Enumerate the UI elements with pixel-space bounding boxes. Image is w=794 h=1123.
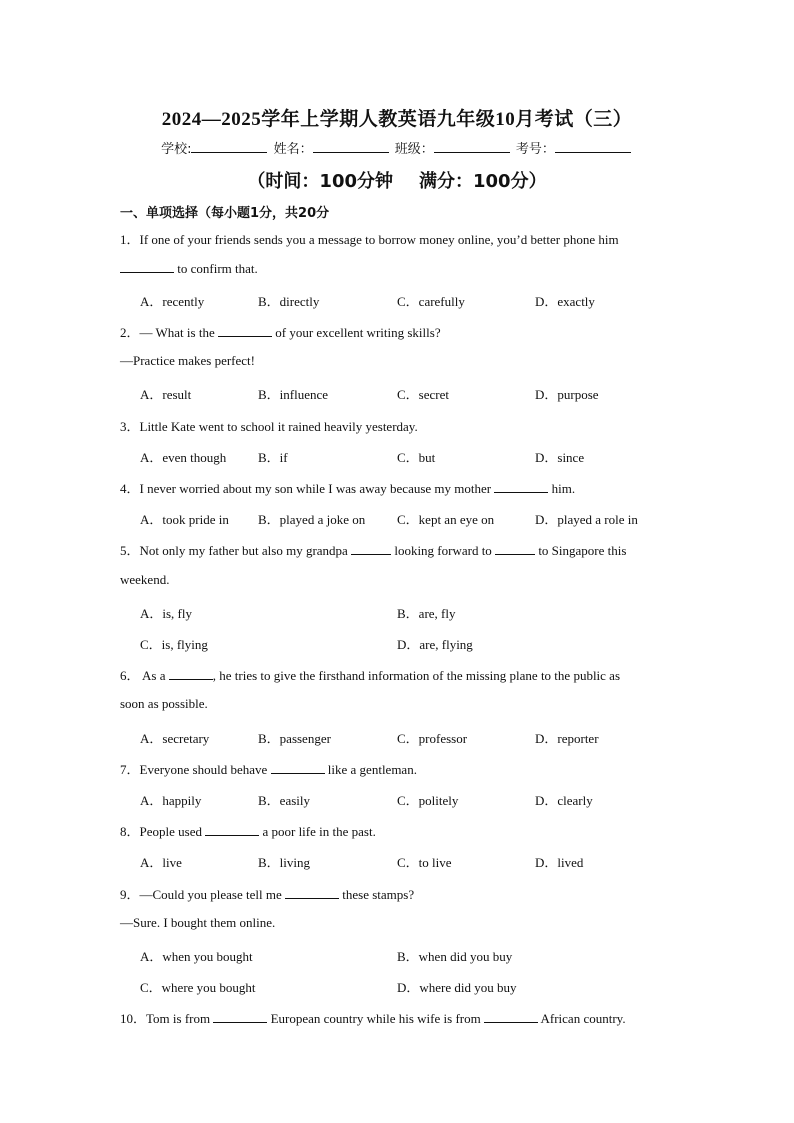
question-text: 7．Everyone should behave (120, 762, 271, 777)
question-text: European country while his wife is from (267, 1011, 484, 1026)
student-info-row (0, 138, 794, 157)
option-b: B．are, fly (397, 606, 456, 621)
question-text: African country. (537, 1011, 626, 1026)
option-d: D．are, flying (397, 637, 473, 652)
answer-blank (495, 542, 535, 555)
option-c: C．to live (397, 855, 452, 870)
option-c: C．is, flying (140, 637, 208, 652)
question-2 (120, 322, 441, 341)
class-blank[interactable] (434, 140, 510, 153)
question-1: 1．If one of your friends sends you a message to borrow money online, you’d better phone him (120, 232, 619, 247)
name-blank[interactable] (313, 140, 389, 153)
option-c: C．carefully (397, 294, 465, 309)
question-8 (120, 821, 376, 840)
answer-blank (213, 1010, 267, 1023)
question-9-reply: —Sure. I bought them online. (120, 915, 276, 930)
option-d: D．exactly (535, 294, 595, 309)
option-c: C．politely (397, 793, 459, 808)
answer-blank (218, 324, 272, 337)
option-a: A．happily (140, 793, 202, 808)
option-d: D．since (535, 450, 585, 465)
school-blank[interactable] (191, 140, 267, 153)
question-6-cont: soon as possible. (120, 696, 208, 711)
answer-blank (120, 260, 174, 273)
school-label: 学校: (161, 142, 192, 157)
option-a: A．took pride in (140, 512, 229, 527)
option-a: A．live (140, 855, 182, 870)
question-text: 9．—Could you please tell me (120, 887, 286, 902)
question-1-cont (120, 260, 258, 277)
number-blank[interactable] (555, 140, 631, 153)
name-label: 姓名： (273, 142, 313, 157)
question-2-reply: —Practice makes perfect! (120, 353, 255, 368)
option-b: B．directly (258, 294, 320, 309)
option-a: A．is, fly (140, 606, 193, 621)
question-9 (120, 884, 414, 903)
exam-score: 满分：100分） (419, 171, 547, 192)
answer-blank (169, 667, 213, 680)
option-a: A．secretary (140, 731, 210, 746)
option-c: C．secret (397, 387, 449, 402)
option-b: B．easily (258, 793, 310, 808)
class-label: 班级： (394, 142, 434, 157)
question-text: 2．— What is the (120, 325, 218, 340)
option-d: D．purpose (535, 387, 599, 402)
question-6 (120, 665, 620, 684)
question-text: these stamps? (339, 887, 415, 902)
answer-blank (285, 886, 339, 899)
option-b: B．played a joke on (258, 512, 366, 527)
option-d: D．played a role in (535, 512, 638, 527)
question-text: to Singapore this (535, 543, 627, 558)
option-a: A．result (140, 387, 192, 402)
question-text: of your excellent writing skills? (271, 325, 441, 340)
question-10 (120, 1008, 626, 1027)
answer-blank (271, 761, 325, 774)
question-4 (120, 478, 575, 497)
question-text: 10．Tom is from (120, 1011, 214, 1026)
question-text: him. (548, 481, 576, 496)
answer-blank (494, 480, 548, 493)
option-d: D．where did you buy (397, 980, 517, 995)
option-a: A．when you bought (140, 949, 253, 964)
option-d: D．lived (535, 855, 584, 870)
question-text: 4．I never worried about my son while I was away because my mother (120, 481, 495, 496)
option-b: B．if (258, 450, 288, 465)
question-text: looking forward to (391, 543, 496, 558)
question-text: 6． As a (120, 668, 169, 683)
option-d: D．clearly (535, 793, 593, 808)
option-b: B．influence (258, 387, 329, 402)
option-c: C．where you bought (140, 980, 256, 995)
option-b: B．when did you buy (397, 949, 513, 964)
option-a: A．even though (140, 450, 227, 465)
option-a: A．recently (140, 294, 205, 309)
question-text: like a gentleman. (324, 762, 417, 777)
exam-title: 2024—2025学年上学期人教英语九年级10月考试（三） (161, 109, 633, 130)
answer-blank (484, 1010, 538, 1023)
option-b: B．living (258, 855, 311, 870)
question-5 (120, 540, 626, 559)
exam-time: （时间：100分钟 (247, 171, 393, 192)
question-text: 8．People used (120, 824, 206, 839)
number-label: 考号： (515, 142, 555, 157)
question-7 (120, 759, 417, 778)
question-text: 5．Not only my father but also my grandpa (120, 543, 352, 558)
question-3: 3．Little Kate went to school it rained heavily yesterday. (120, 419, 418, 434)
question-text: , he tries to give the firsthand information of the missing plane to the public as (212, 668, 621, 683)
question-5-cont: weekend. (120, 572, 170, 587)
question-text: a poor life in the past. (259, 824, 376, 839)
section-title: 一、单项选择（每小题1分，共20分 (120, 206, 330, 221)
option-c: C．but (397, 450, 436, 465)
time-score-line (0, 167, 794, 193)
answer-blank (205, 823, 259, 836)
option-c: C．professor (397, 731, 468, 746)
option-c: C．kept an eye on (397, 512, 495, 527)
option-d: D．reporter (535, 731, 599, 746)
question-text: to confirm that. (174, 261, 258, 276)
option-b: B．passenger (258, 731, 331, 746)
answer-blank (351, 542, 391, 555)
